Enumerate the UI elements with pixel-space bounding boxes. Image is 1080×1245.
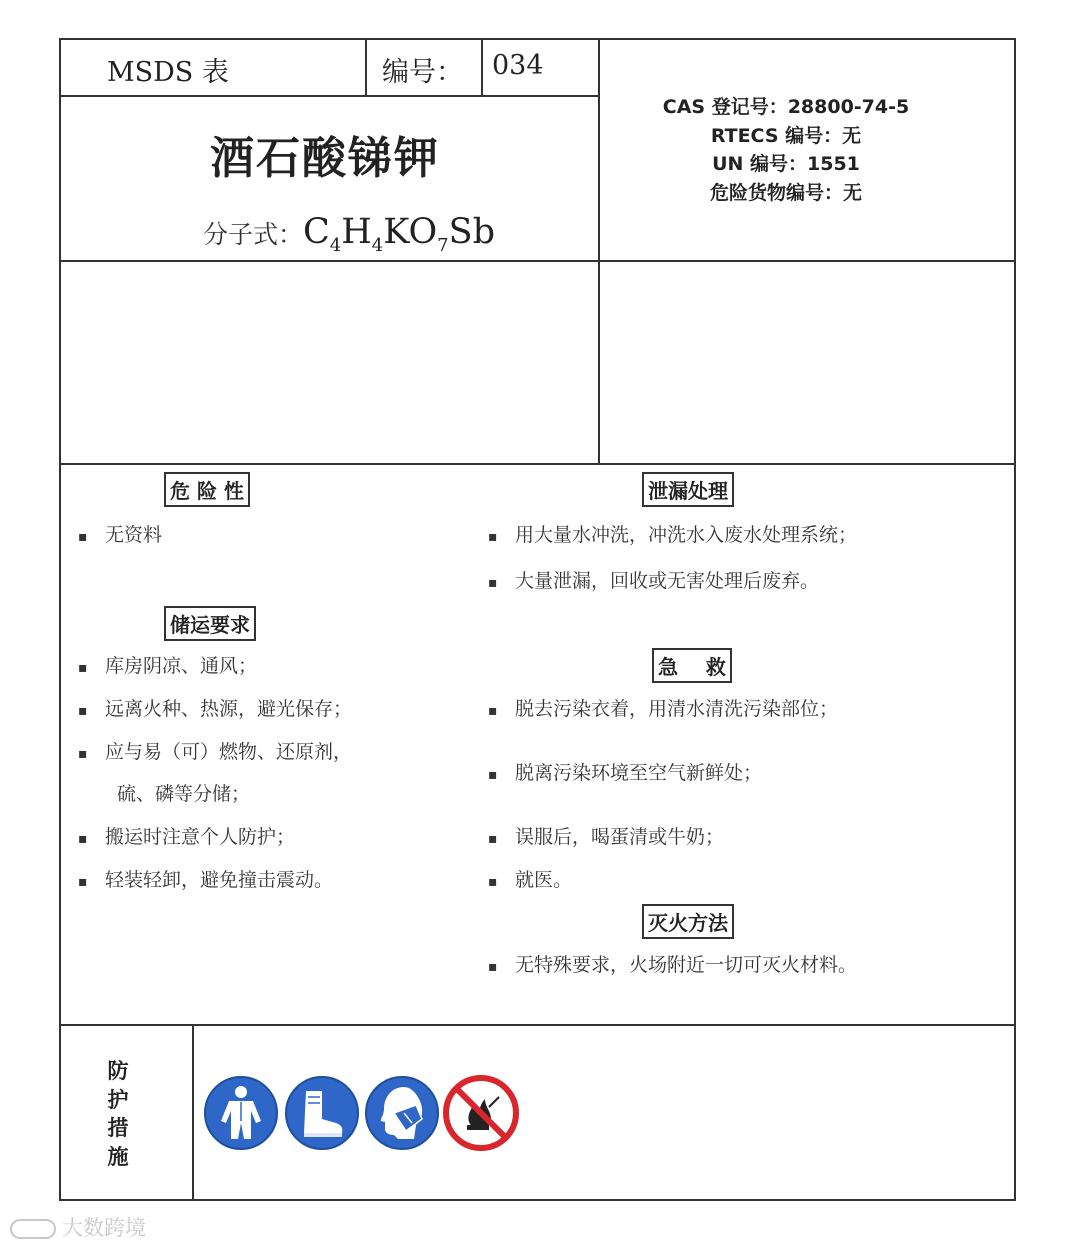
un-number: UN 编号：1551 bbox=[712, 153, 860, 175]
cas-number: CAS 登记号：28800-74-5 bbox=[662, 96, 910, 118]
first-aid-item: ▪ 脱离污染环境至空气新鲜处； bbox=[488, 762, 763, 784]
hazard-heading: 危 险 性 bbox=[164, 472, 250, 507]
fire-item: ▪ 无特殊要求，火场附近一切可灭火材料。 bbox=[488, 954, 858, 976]
storage-heading: 储运要求 bbox=[164, 606, 256, 641]
storage-item: ▪ 应与易（可）燃物、还原剂， bbox=[78, 741, 353, 763]
leak-item: ▪ 大量泄漏，回收或无害处理后废弃。 bbox=[488, 570, 820, 592]
rtecs-number: RTECS 编号：无 bbox=[710, 124, 862, 147]
image-bottom-rule bbox=[59, 463, 1016, 465]
compound-name: 酒石酸锑钾 bbox=[210, 133, 440, 184]
watermark-logo-icon bbox=[10, 1219, 56, 1239]
msds-label: MSDS 表 bbox=[107, 57, 229, 88]
no-open-flame-icon bbox=[443, 1075, 519, 1151]
protective-suit-icon bbox=[203, 1075, 279, 1151]
safety-boots-icon bbox=[284, 1075, 360, 1151]
center-divider bbox=[598, 38, 600, 464]
protection-label: 防 护 措 施 bbox=[107, 1059, 129, 1169]
first-aid-item: ▪ 误服后，喝蛋清或牛奶； bbox=[488, 826, 725, 848]
header-bottom-rule bbox=[59, 95, 599, 97]
header-divider-2 bbox=[481, 38, 483, 96]
title-bottom-rule bbox=[59, 260, 1016, 262]
identifier-block bbox=[626, 93, 946, 207]
storage-item: ▪ 库房阴凉、通风； bbox=[78, 655, 258, 677]
first-aid-item: ▪ 就医。 bbox=[488, 869, 573, 891]
storage-item: ▪ 轻装轻卸，避免撞击震动。 bbox=[78, 869, 334, 891]
watermark: 大数跨境 bbox=[10, 1212, 146, 1242]
storage-item-continuation: 硫、磷等分储； bbox=[117, 783, 251, 805]
storage-item: ▪ 搬运时注意个人防护； bbox=[78, 826, 296, 848]
leak-heading: 泄漏处理 bbox=[642, 472, 734, 507]
molecular-formula: $C_4H_4KO_7Sb$ bbox=[303, 212, 495, 256]
formula-row bbox=[203, 212, 495, 256]
header-divider-1 bbox=[365, 38, 367, 96]
fire-heading: 灭火方法 bbox=[642, 904, 734, 939]
dangerous-goods-number: 危险货物编号：无 bbox=[709, 181, 862, 204]
storage-item: ▪ 远离火种、热源，避光保存； bbox=[78, 698, 353, 720]
first-aid-heading: 急 救 bbox=[652, 648, 732, 683]
formula-label: 分子式： bbox=[203, 220, 304, 249]
hazard-item: ▪ 无资料 bbox=[78, 524, 163, 546]
protection-label-divider bbox=[192, 1024, 194, 1201]
protection-top-rule bbox=[59, 1024, 1016, 1026]
leak-item: ▪ 用大量水冲洗，冲洗水入废水处理系统； bbox=[488, 524, 858, 546]
number-value: 034 bbox=[492, 50, 544, 81]
respirator-mask-icon bbox=[364, 1075, 440, 1151]
first-aid-item: ▪ 脱去污染衣着，用清水清洗污染部位； bbox=[488, 698, 839, 720]
number-label: 编号： bbox=[382, 57, 463, 88]
